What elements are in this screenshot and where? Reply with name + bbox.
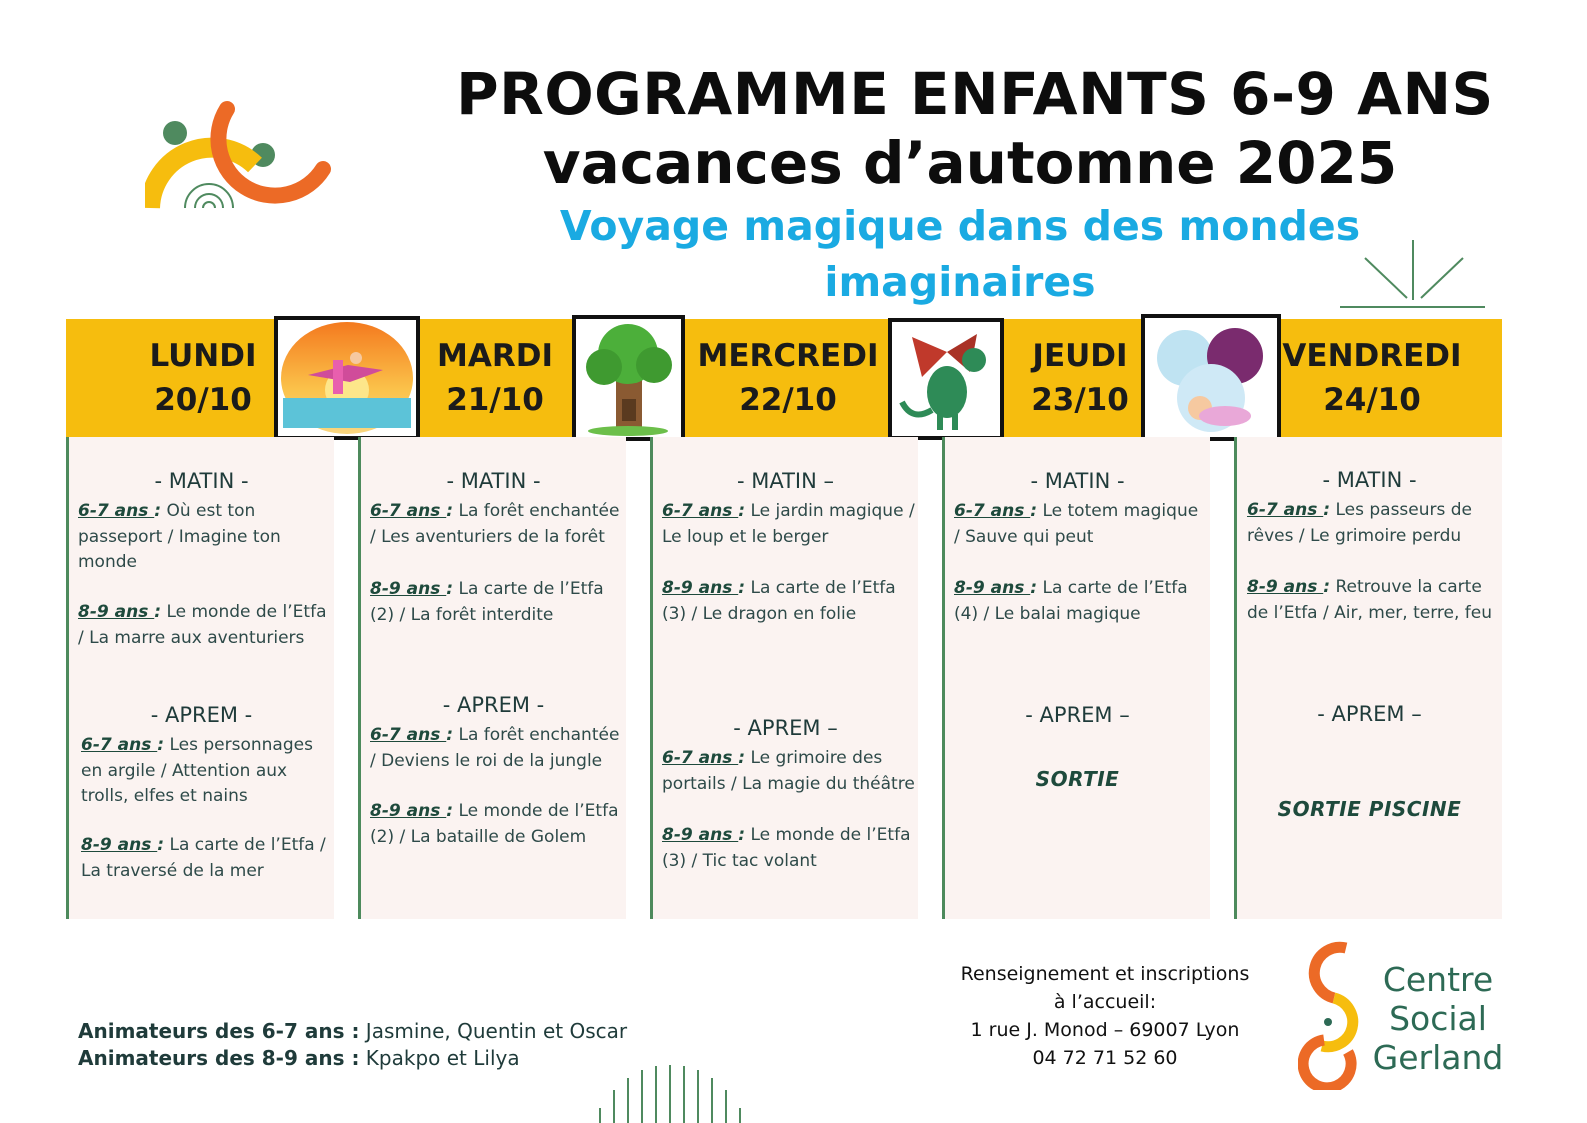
info-line: Renseignement et inscriptions — [960, 963, 1250, 985]
animators-names: Kpakpo et Lilya — [359, 1046, 520, 1070]
animators-info — [78, 1018, 627, 1072]
activity-entry: 8-9 ans : Retrouve la carte de l’Etfa / Air, mer, terre, feu — [1247, 577, 1493, 623]
day-column-mercredi — [650, 437, 918, 919]
day-column-jeudi — [942, 437, 1210, 919]
matin-label: - MATIN - — [1322, 468, 1417, 492]
activity-entry: 6-7 ans : Le grimoire des portails / La magie du théâtre — [662, 748, 915, 794]
activity-entry: 8-9 ans : La carte de l’Etfa / La traversé de la mer — [81, 835, 326, 881]
day-header-mardi — [420, 334, 570, 422]
activity-entry: 6-7 ans : Les personnages en argile / Attention aux trolls, elfes et nains — [81, 735, 313, 806]
address-text: 1 rue J. Monod – 69007 Lyon — [970, 1019, 1240, 1041]
activity-entry: 8-9 ans : La carte de l’Etfa (3) / Le dragon en folie — [662, 578, 896, 624]
activity-entry: 8-9 ans : Le monde de l’Etfa / La marre aux aventuriers — [78, 602, 327, 648]
day-header-jeudi — [1005, 334, 1155, 422]
day-date: 23/10 — [1031, 382, 1129, 418]
day-name: MARDI — [437, 338, 553, 374]
day-name: LUNDI — [149, 338, 257, 374]
animators-names: Jasmine, Quentin et Oscar — [359, 1019, 628, 1043]
day-date: 21/10 — [446, 382, 544, 418]
activity-entry: 6-7 ans : Où est ton passeport / Imagine ton monde — [78, 501, 281, 572]
sortie-label: SORTIE — [1035, 767, 1120, 791]
aprem-label: - APREM - — [150, 703, 253, 727]
day-header-vendredi — [1282, 334, 1462, 422]
airplane-sunset-image — [274, 316, 420, 440]
activity-entry: 8-9 ans : Le monde de l’Etfa (2) / La bataille de Golem — [370, 801, 619, 847]
aprem-label: - APREM – — [1025, 703, 1130, 727]
day-date: 20/10 — [154, 382, 252, 418]
activity-entry: 6-7 ans : La forêt enchantée / Les aventuriers de la forêt — [370, 501, 620, 547]
page-subtitle: Voyage magique dans des mondes imaginaires — [559, 202, 1361, 306]
matin-label: - MATIN – — [736, 469, 834, 493]
matin-label: - MATIN - — [154, 469, 249, 493]
day-column-vendredi — [1234, 437, 1502, 919]
day-header-mercredi — [690, 334, 886, 422]
centre-social-logo-icon — [1298, 940, 1368, 1090]
activity-entry: 6-7 ans : Le totem magique / Sauve qui peut — [954, 501, 1199, 547]
org-name-line: Gerland — [1372, 1038, 1504, 1077]
activity-entry: 6-7 ans : La forêt enchantée / Deviens le roi de la jungle — [370, 725, 620, 771]
day-name: MERCREDI — [697, 338, 879, 374]
activity-entry: 8-9 ans : La carte de l’Etfa (2) / La forêt interdite — [370, 579, 604, 625]
centre-logo-icon — [145, 95, 335, 215]
animators-label: Animateurs des 8-9 ans : — [78, 1046, 360, 1070]
matin-label: - MATIN - — [1030, 469, 1125, 493]
org-name-line: Centre — [1382, 960, 1494, 999]
aprem-label: - APREM - — [442, 693, 545, 717]
tree-house-image — [572, 315, 685, 441]
day-date: 24/10 — [1323, 382, 1421, 418]
animators-label: Animateurs des 6-7 ans : — [78, 1019, 360, 1043]
activity-entry: 6-7 ans : Le jardin magique / Le loup et le berger — [662, 501, 915, 547]
day-name: JEUDI — [1032, 338, 1128, 374]
aprem-label: - APREM – — [733, 716, 838, 740]
day-date: 22/10 — [739, 382, 837, 418]
day-name: VENDREDI — [1282, 338, 1462, 374]
page-title: PROGRAMME ENFANTS 6-9 ANS — [456, 60, 1494, 128]
sunburst-decoration-icon — [1335, 240, 1495, 320]
page-title-line2: vacances d’automne 2025 — [542, 129, 1398, 197]
activity-entry: 8-9 ans : La carte de l’Etfa (4) / Le balai magique — [954, 578, 1188, 624]
activity-entry: 6-7 ans : Les passeurs de rêves / Le grimoire perdu — [1247, 500, 1473, 546]
aprem-label: - APREM – — [1317, 702, 1422, 726]
sortie-label: SORTIE PISCINE — [1277, 797, 1462, 821]
centre-social-name — [1368, 960, 1508, 1077]
contact-info — [940, 960, 1270, 1072]
org-name-line: Social — [1389, 999, 1487, 1038]
day-column-mardi — [358, 437, 626, 919]
matin-label: - MATIN - — [446, 469, 541, 493]
dragon-image — [888, 318, 1004, 440]
dream-image — [1141, 314, 1281, 441]
bottom-decoration-icon — [590, 1060, 750, 1123]
activity-entry: 8-9 ans : Le monde de l’Etfa (3) / Tic tac volant — [662, 825, 911, 871]
info-line: à l’accueil: — [1053, 991, 1157, 1013]
phone-number: 04 72 71 52 60 — [1032, 1047, 1178, 1069]
day-header-lundi — [128, 334, 278, 422]
day-column-lundi — [66, 437, 334, 919]
